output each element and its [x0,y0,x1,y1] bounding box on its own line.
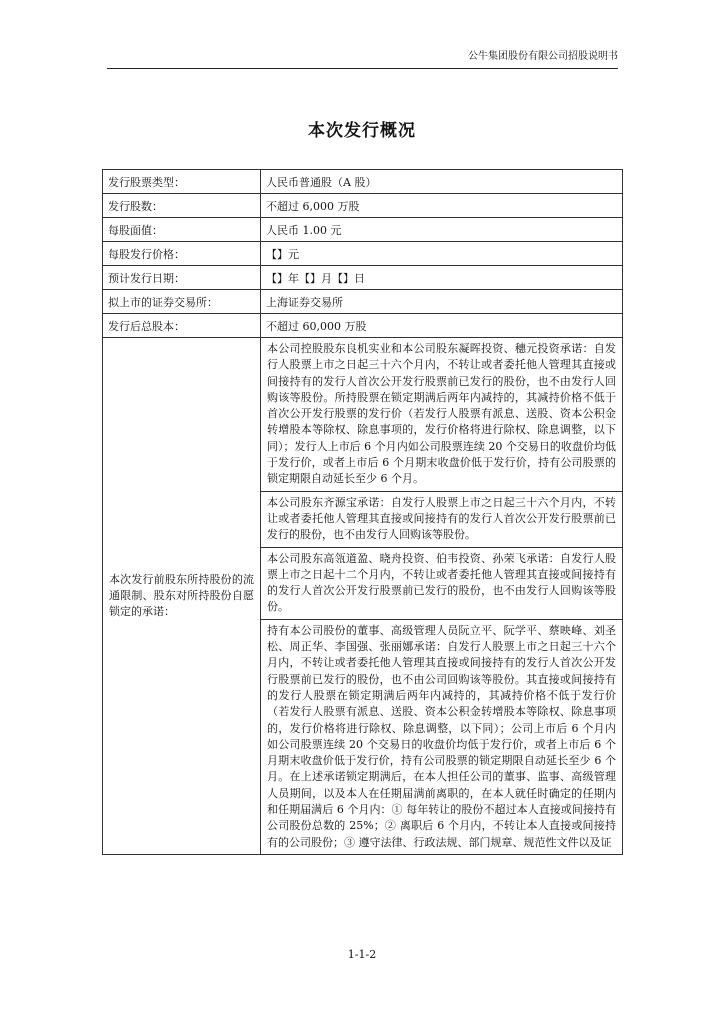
lockup-row [103,338,623,855]
row-value: 人民币普通股（A 股） [261,170,623,194]
row-label: 每股发行价格： [103,242,261,266]
row-label: 发行股数： [103,194,261,218]
table-row [103,290,623,314]
row-value: 人民币 1.00 元 [261,218,623,242]
table-row [103,194,623,218]
offering-summary-table [102,169,623,855]
page-header: 公牛集团股份有限公司招股说明书 [107,50,618,69]
table-row [103,170,623,194]
row-label: 预计发行日期： [103,266,261,290]
table-row [103,218,623,242]
page-number: 1-1-2 [347,948,377,961]
lockup-label: 本次发行前股东所持股份的流通限制、股东对所持股份自愿锁定的承诺： [103,338,261,855]
commitment-paragraph: 本公司股东齐源宝承诺：自发行人股票上市之日起三十六个月内，不转让或者委托他人管理其直接或间接持有的发行人首次公开发行股票前已发行的股份，也不由发行人回购该等股份。 [261,492,622,548]
lockup-commitments [261,338,623,855]
table-row [103,242,623,266]
table-row [103,314,623,338]
row-value: 【】元 [261,242,623,266]
row-value: 不超过 60,000 万股 [261,314,623,338]
row-label: 拟上市的证券交易所： [103,290,261,314]
commitment-paragraph: 持有本公司股份的董事、高级管理人员阮立平、阮学平、蔡映峰、刘圣松、周正华、李国强、张丽娜承诺：自发行人股票上市之日起三十六个月内，不转让或者委托他人管理其直接或间接持有的发行人首次公开发行股票前已发行的股份，也不由公司回购该等股份。其直接或间接持有的发行人股票在锁定期满后两年内减持的，其减持价格不低于发行价（若发行人股票有派息、送股、资本公积金转增股本等除权、除息事项的，发行价格将进行除权、除息调整，以下同）；公司上市后 6 个月内如公司股票连续 20 个交易日的收盘价均低于发行价，或者上市后 6 个月期末收盘价低于发行价，持有公司股票的锁定期限自动延长至少 6 个月。在上述承诺锁定期满后，在本人担任公司的董事、监事、高级管理人员期间，以及本人在任期届满前离职的，在本人就任时确定的任期内和任期届满后 6 个月内：① 每年转让的股份不超过本人直接或间接持有公司股份总数的 25%；② 离职后 6 个月内，不转让本人直接或间接持有的公司股份；③ 遵守法律、行政法规、部门规章、规范性文件以及证 [267,623,616,849]
row-label: 发行股票类型： [103,170,261,194]
row-value: 上海证券交易所 [261,290,623,314]
table-row [103,266,623,290]
commitment-paragraph: 本公司控股股东良机实业和本公司股东凝晖投资、穗元投资承诺：自发行人股票上市之日起三十六个月内，不转让或者委托他人管理其直接或间接持有的发行人首次公开发行股票前已发行的股份，也不由发行人回购该等股份。所持股票在锁定期满后两年内减持的，其减持价格不低于首次公开发行股票的发行价（若发行人股票有派息、送股、资本公积金转增股本等除权、除息事项的，发行价格将进行除权、除息调整，以下同）；发行人上市后 6 个月内如公司股票连续 20 个交易日的收盘价均低于发行价，或者上市后 6 个月期末收盘价低于发行价，持有公司股票的锁定期限自动延长至少 6 个月。 [261,338,622,492]
commitment-paragraph: 本公司股东高瓴道盈、晓舟投资、伯韦投资、孙荣飞承诺：自发行人股票上市之日起十二个月内，不转让或者委托他人管理其直接或间接持有的发行人首次公开发行股票前已发行的股份，也不由发行人回购该等股份。 [261,548,622,620]
row-label: 发行后总股本： [103,314,261,338]
page-title: 本次发行概况 [308,121,416,141]
row-value: 不超过 6,000 万股 [261,194,623,218]
row-label: 每股面值： [103,218,261,242]
row-value: 【】年【】月【】日 [261,266,623,290]
